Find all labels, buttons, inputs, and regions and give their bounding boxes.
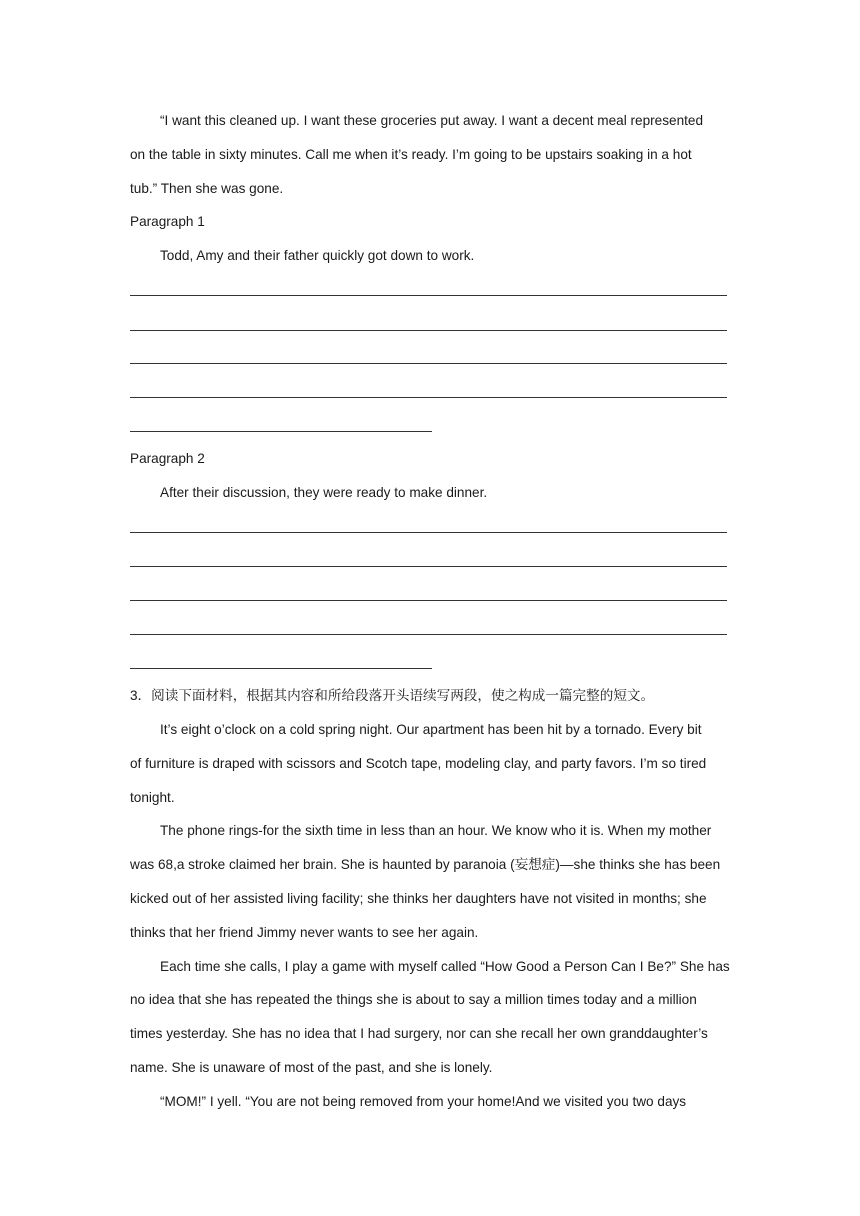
q3-line-12: “MOM!” I yell. “You are not being removed from your home!And we visited you two days xyxy=(160,1094,687,1109)
answer-line xyxy=(130,566,727,567)
paragraph2-label: Paragraph 2 xyxy=(130,451,205,466)
answer-line xyxy=(130,532,727,533)
q3-line-11: name. She is unaware of most of the past, and she is lonely. xyxy=(130,1060,493,1075)
q3-line-1: It’s eight o’clock on a cold spring night. Our apartment has been hit by a tornado. Every bit xyxy=(160,722,702,737)
q3-line-5: was 68,a stroke claimed her brain. She is haunted by paranoia (妄想症)—she thinks she has been xyxy=(130,857,721,872)
answer-line xyxy=(130,295,727,296)
q3-line-4: The phone rings-for the sixth time in less than an hour. We know who it is. When my mother xyxy=(160,823,712,838)
answer-line xyxy=(130,330,727,331)
intro-line-1: “I want this cleaned up. I want these groceries put away. I want a decent meal represented xyxy=(160,113,704,128)
q3-line-2: of furniture is draped with scissors and Scotch tape, modeling clay, and party favors. I’m so tired xyxy=(130,756,707,771)
intro-line-2: on the table in sixty minutes. Call me when it’s ready. I’m going to be upstairs soaking in a hot xyxy=(130,147,692,162)
answer-line xyxy=(130,634,727,635)
q3-line-7: thinks that her friend Jimmy never wants to see her again. xyxy=(130,925,479,940)
answer-line xyxy=(130,668,432,669)
answer-line xyxy=(130,397,727,398)
q3-line-3: tonight. xyxy=(130,790,175,805)
question3-heading: 3．阅读下面材料，根据其内容和所给段落开头语续写两段，使之构成一篇完整的短文。 xyxy=(130,688,655,703)
answer-line xyxy=(130,431,432,432)
q3-line-8: Each time she calls, I play a game with myself called “How Good a Person Can I Be?” She has xyxy=(160,959,730,974)
paragraph2-opening: After their discussion, they were ready to make dinner. xyxy=(160,485,488,500)
answer-line xyxy=(130,363,727,364)
paragraph1-label: Paragraph 1 xyxy=(130,214,205,229)
q3-line-6: kicked out of her assisted living facility; she thinks her daughters have not visited in months; she xyxy=(130,891,707,906)
paragraph1-opening: Todd, Amy and their father quickly got down to work. xyxy=(160,248,475,263)
answer-line xyxy=(130,600,727,601)
q3-line-10: times yesterday. She has no idea that I had surgery, nor can she recall her own granddaughter’s xyxy=(130,1026,708,1041)
q3-line-9: no idea that she has repeated the things she is about to say a million times today and a million xyxy=(130,992,697,1007)
intro-line-3: tub.” Then she was gone. xyxy=(130,181,284,196)
